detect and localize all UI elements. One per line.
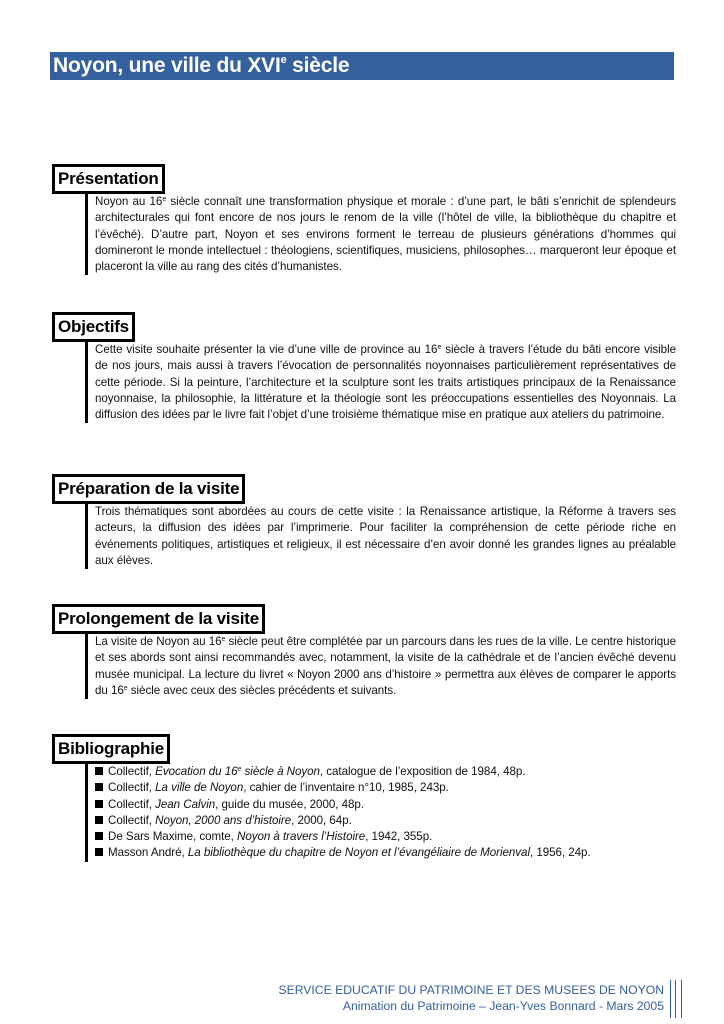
heading-presentation: Présentation	[52, 164, 165, 194]
list-item: De Sars Maxime, comte, Noyon à travers l’Histoire, 1942, 355p.	[95, 829, 676, 845]
square-bullet-icon	[95, 848, 103, 856]
list-item: Masson André, La bibliothèque du chapitre de Noyon et l’évangéliaire de Morienval, 1956, 24p.	[95, 845, 676, 861]
heading-prolongement: Prolongement de la visite	[52, 604, 265, 634]
section-preparation	[52, 474, 676, 569]
footer-organization: SERVICE EDUCATIF DU PATRIMOINE ET DES MUSEES DE NOYON	[278, 983, 664, 997]
bibliography-list-wrap	[85, 764, 676, 862]
section-objectifs	[52, 312, 676, 423]
list-item: Collectif, Evocation du 16e siècle à Noyon, catalogue de l’exposition de 1984, 48p.	[95, 764, 676, 780]
presentation-text: Noyon au 16e siècle connaît une transformation physique et morale : d’une part, le bâti s’enrichit de splendeurs architecturales qui font encore de nos jours le renom de la ville (l’hôtel de ville, la bibliothèque du chapitre et l’évêché). D’autre part, Noyon et ses environs forment le terreau de plusieurs générations d’hommes qui domineront le monde intellectuel : théologiens, scientifiques, musiciens, philosophes… marqueront leur époque et placeront la ville au rang des cités d’humanistes.	[85, 194, 676, 275]
heading-bibliographie: Bibliographie	[52, 734, 170, 764]
footer-credit: Animation du Patrimoine – Jean-Yves Bonnard - Mars 2005	[342, 999, 664, 1013]
square-bullet-icon	[95, 783, 103, 791]
prolongement-text: La visite de Noyon au 16e siècle peut être complétée par un parcours dans les rues de la ville. Le centre historique et ses abords sont ainsi recommandés avec, notamment, la visite de la cathédrale et de l’ancien évêché devenu musée municipal. La lecture du livret « Noyon 2000 ans d’histoire » permettra aux élèves de comparer le apports du 16e siècle avec ceux des siècles précédents et suivants.	[85, 634, 676, 699]
footer	[278, 982, 664, 1014]
square-bullet-icon	[95, 832, 103, 840]
list-item: Collectif, Jean Calvin, guide du musée, 2000, 48p.	[95, 797, 676, 813]
list-item: Collectif, La ville de Noyon, cahier de l’inventaire n°10, 1985, 243p.	[95, 780, 676, 796]
square-bullet-icon	[95, 816, 103, 824]
section-presentation	[52, 164, 676, 275]
heading-preparation: Préparation de la visite	[52, 474, 245, 504]
bibliography-list	[95, 764, 676, 862]
preparation-text: Trois thématiques sont abordées au cours de cette visite : la Renaissance artistique, la Réforme à travers ses acteurs, la diffusion des idées par l’imprimerie. Pour faciliter la compréhension de cette période riche en événements politiques, artistiques et religieux, il est nécessaire d’en avoir donné les grandes lignes au préalable aux élèves.	[85, 504, 676, 569]
section-prolongement	[52, 604, 676, 699]
page-title: Noyon, une ville du XVIe siècle	[50, 52, 674, 80]
section-bibliographie	[52, 734, 676, 862]
objectifs-text: Cette visite souhaite présenter la vie d’une ville de province au 16e siècle à travers l’étude du bâti encore visible de nos jours, mais aussi à travers l’évocation de personnalités noyonnaises particulièrement représentatives de cette période. Si la peinture, l’architecture et la sculpture sont les traits artistiques principaux de la Renaissance noyonnaise, la philosophie, la littérature et la théologie sont les préoccupations essentielles des Noyonnais. La diffusion des idées par le livre fait l’objet d’une troisième thématique mise en pratique aux ateliers du patrimoine.	[85, 342, 676, 423]
square-bullet-icon	[95, 800, 103, 808]
list-item: Collectif, Noyon, 2000 ans d’histoire, 2000, 64p.	[95, 813, 676, 829]
footer-bars-icon	[670, 980, 682, 1018]
heading-objectifs: Objectifs	[52, 312, 135, 342]
square-bullet-icon	[95, 767, 103, 775]
